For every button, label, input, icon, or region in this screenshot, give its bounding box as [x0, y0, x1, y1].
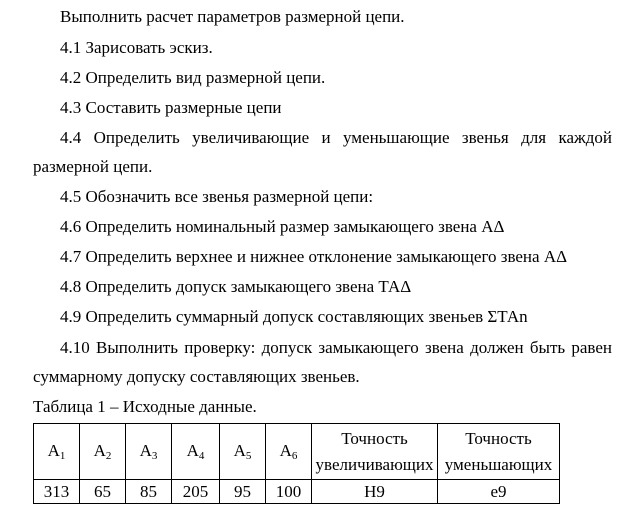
table-header-row: [34, 424, 560, 480]
header-a3: A3: [126, 424, 172, 480]
header-accuracy-decreasing: Точность уменьшающих: [438, 424, 560, 480]
header-a1: A1: [34, 424, 80, 480]
step-4-7: 4.7 Определить верхнее и нижнее отклонение замыкающего звена АΔ: [60, 247, 568, 266]
step-4-5: 4.5 Обозначить все звенья размерной цепи:: [60, 187, 374, 206]
step-4-10: 4.10 Выполнить проверку: допуск замыкающего звена должен быть равен: [60, 338, 612, 357]
step-4-6: 4.6 Определить номинальный размер замыкающего звена АΔ: [60, 217, 505, 236]
intro-text: Выполнить расчет параметров размерной цепи.: [60, 7, 405, 26]
cell-a6: 100: [266, 480, 312, 504]
step-4-10-cont: суммарному допуску составляющих звеньев.: [33, 367, 360, 386]
table-caption: Таблица 1 – Исходные данные.: [33, 397, 257, 416]
cell-a2: 65: [80, 480, 126, 504]
step-4-3: 4.3 Составить размерные цепи: [60, 98, 282, 117]
cell-accuracy-increasing: H9: [312, 480, 438, 504]
cell-a4: 205: [172, 480, 220, 504]
table-row: [34, 480, 560, 504]
step-4-2: 4.2 Определить вид размерной цепи.: [60, 68, 326, 87]
header-a4: A4: [172, 424, 220, 480]
cell-a1: 313: [34, 480, 80, 504]
header-accuracy-increasing: Точность увеличивающих: [312, 424, 438, 480]
cell-a3: 85: [126, 480, 172, 504]
header-a2: A2: [80, 424, 126, 480]
source-data-table: [33, 423, 560, 504]
cell-a5: 95: [220, 480, 266, 504]
step-4-1: 4.1 Зарисовать эскиз.: [60, 38, 213, 57]
step-4-9: 4.9 Определить суммарный допуск составляющих звеньев ΣТАn: [60, 307, 528, 326]
header-a5: A5: [220, 424, 266, 480]
step-4-4: 4.4 Определить увеличивающие и уменьшающие звенья для каждой: [60, 128, 612, 147]
step-4-8: 4.8 Определить допуск замыкающего звена ТАΔ: [60, 277, 412, 296]
header-a6: A6: [266, 424, 312, 480]
step-4-4-cont: размерной цепи.: [33, 157, 153, 176]
cell-accuracy-decreasing: e9: [438, 480, 560, 504]
